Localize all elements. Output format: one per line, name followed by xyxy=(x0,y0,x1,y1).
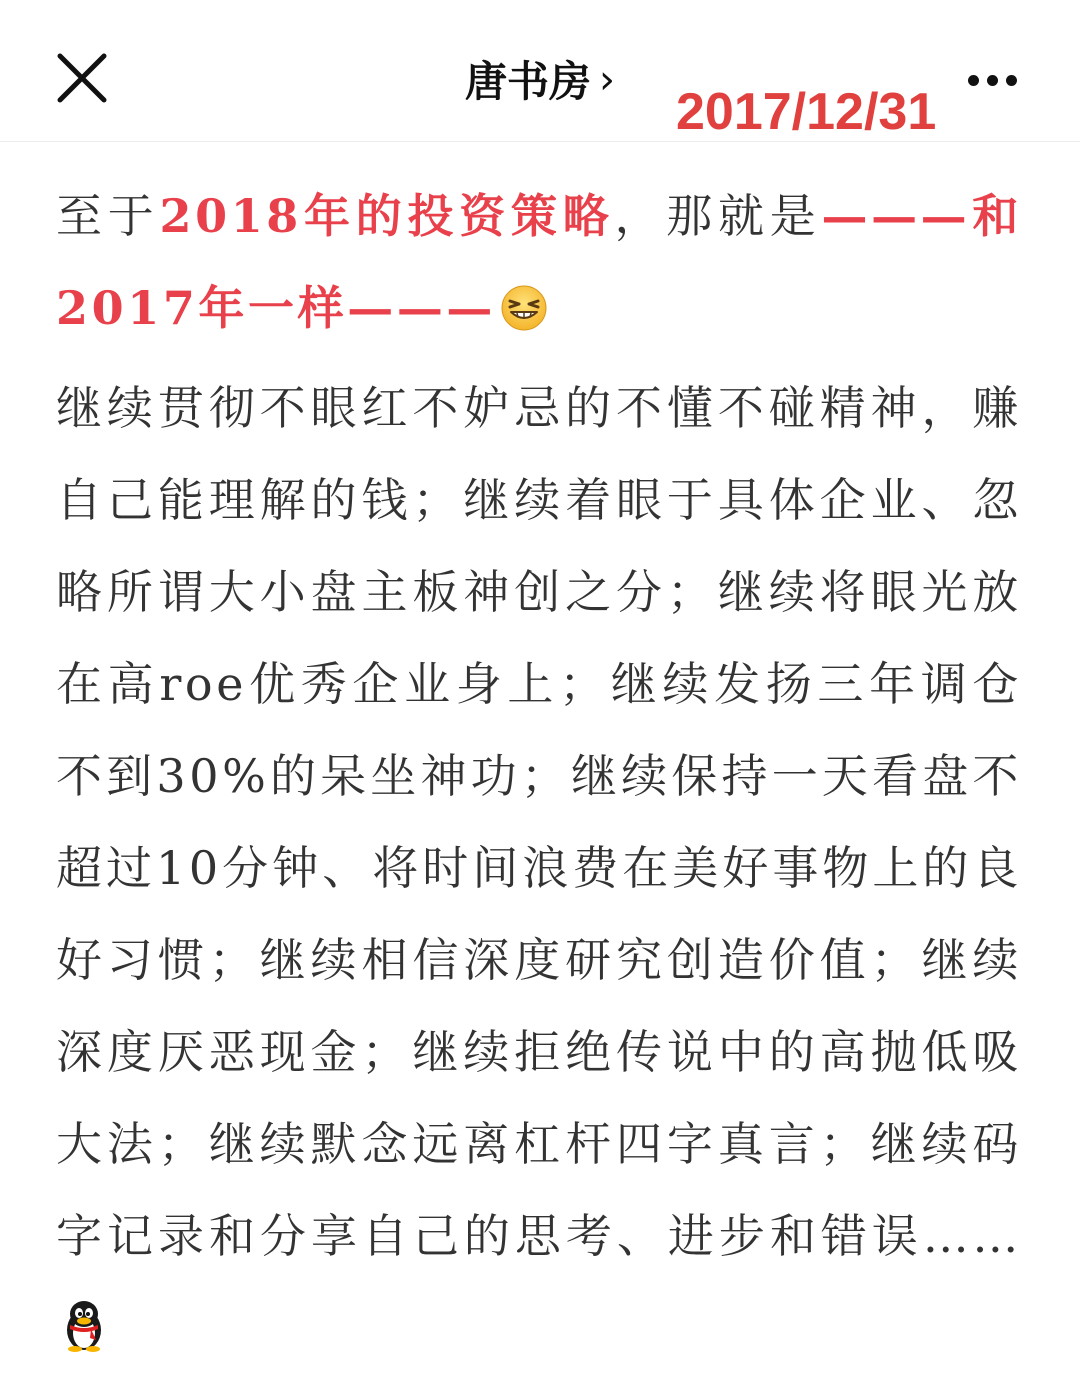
more-dot xyxy=(968,75,979,86)
intro-prefix: 至于 xyxy=(56,189,160,243)
account-name: 唐书房 xyxy=(464,57,591,106)
chevron-right-icon: › xyxy=(599,57,615,103)
body-paragraph xyxy=(56,362,1022,1382)
date-stamp: 2017/12/31 xyxy=(676,83,937,141)
highlight-same-as-2017: ———和2017年一样——— xyxy=(56,189,1023,335)
grinning-squint-emoji-icon xyxy=(500,270,548,362)
intro-paragraph xyxy=(56,170,1022,362)
more-button[interactable] xyxy=(968,70,1028,92)
top-bar xyxy=(0,0,1080,142)
account-name-link[interactable] xyxy=(465,52,615,113)
article-body xyxy=(56,170,1022,1382)
highlight-strategy: 2018年的投资策略 xyxy=(159,189,615,243)
penguin-emoji-icon xyxy=(60,1290,108,1382)
intro-middle: ，那就是 xyxy=(614,189,822,243)
more-dot xyxy=(987,75,998,86)
body-text: 继续贯彻不眼红不妒忌的不懂不碰精神，赚自己能理解的钱；继续着眼于具体企业、忽略所谓大小盘主板神创之分；继续将眼光放在高roe优秀企业身上；继续发扬三年调仓不到30%的呆坐神功；继续保持一天看盘不超过10分钟、将时间浪费在美好事物上的良好习惯；继续相信深度研究创造价值；继续深度厌恶现金；继续拒绝传说中的高抛低吸大法；继续默念远离杠杆四字真言；继续码字记录和分享自己的思考、进步和错误…… xyxy=(56,381,1022,1263)
more-dot xyxy=(1006,75,1017,86)
